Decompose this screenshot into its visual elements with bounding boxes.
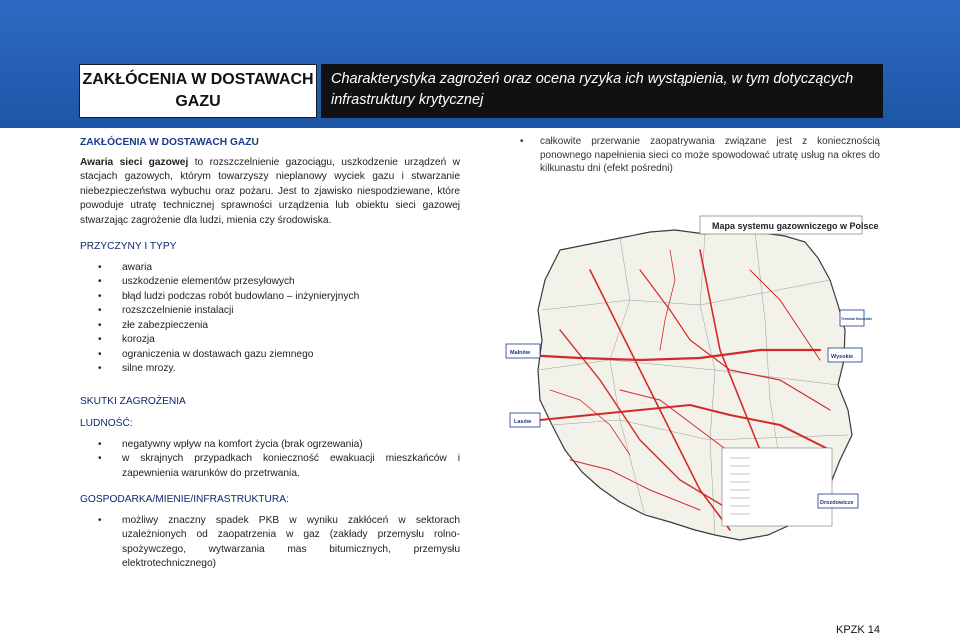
list-item: • w skrajnych przypadkach konieczność ewakuacji mieszkańców i zapewnienia warunków do przetrwania. bbox=[80, 452, 460, 481]
svg-text:Drozdowicze: Drozdowicze bbox=[820, 500, 854, 506]
page-subtitle: Charakterystyka zagrożeń oraz ocena ryzyka ich wystąpienia, w tym dotyczących infrastruktury krytycznej bbox=[321, 64, 883, 118]
definition-term: Awaria sieci gazowej bbox=[80, 156, 189, 168]
page-number: KPZK 14 bbox=[836, 624, 881, 636]
map-legend bbox=[722, 448, 832, 526]
definition-text: to rozszczelnienie gazociągu, uszkodzenie urządzeń w stacjach gazowych, którym towarzyszy nieplanowy wyciek gazu i stwarzanie niebezpieczeństwa wybuchu oraz pożaru. Jest to zjawisko niespodziewane, które powoduje utratę technicznej sprawności urządzenia lub obiektu sieci gazowej stwarzając zagrożenie dla ludzi, mienia czy środowiska. bbox=[80, 156, 460, 226]
economy-list bbox=[80, 514, 460, 572]
label-malnow bbox=[506, 344, 540, 358]
list-item: • uszkodzenie elementów przesyłowych bbox=[80, 275, 460, 290]
causes-heading: PRZYCZYNY I TYPY bbox=[80, 241, 177, 252]
list-item: • rozszczelnienie instalacji bbox=[80, 304, 460, 319]
svg-text:Malnów: Malnów bbox=[510, 350, 531, 356]
map-title: Mapa systemu gazowniczego w Polsce bbox=[712, 221, 879, 231]
list-item: • silne mrozy. bbox=[80, 362, 460, 377]
label-kondratki bbox=[840, 310, 872, 326]
list-item: • ograniczenia w dostawach gazu ziemnego bbox=[80, 348, 460, 363]
list-item: • negatywny wpływ na komfort życia (brak ogrzewania) bbox=[80, 438, 460, 453]
list-item: • awaria bbox=[80, 261, 460, 276]
gas-system-map bbox=[500, 210, 879, 555]
page-title: ZAKŁÓCENIA W DOSTAWACH GAZU bbox=[79, 64, 317, 118]
list-item: • błąd ludzi podczas robót budowlano – inżynieryjnych bbox=[80, 290, 460, 305]
right-column bbox=[520, 135, 880, 176]
causes-list bbox=[80, 261, 460, 377]
section-heading: ZAKŁÓCENIA W DOSTAWACH GAZU bbox=[80, 137, 259, 148]
svg-text:Terminal Kondratki: Terminal Kondratki bbox=[841, 317, 872, 321]
economy-heading: GOSPODARKA/MIENIE/INFRASTRUKTURA: bbox=[80, 494, 289, 505]
label-wysokie bbox=[828, 348, 862, 362]
people-heading: LUDNOŚĆ: bbox=[80, 418, 133, 429]
list-item: • korozja bbox=[80, 333, 460, 348]
list-item: • złe zabezpieczenia bbox=[80, 319, 460, 334]
effects-heading: SKUTKI ZAGROŻENIA bbox=[80, 395, 186, 407]
svg-text:Lasów: Lasów bbox=[514, 419, 532, 425]
svg-text:Wysokie: Wysokie bbox=[831, 354, 854, 360]
label-lasow bbox=[510, 413, 540, 427]
label-drozdowicze bbox=[818, 494, 858, 508]
left-column bbox=[80, 132, 460, 572]
right-bullet: • całkowite przerwanie zaopatrywania związane jest z koniecznością ponownego napełnienia sieci co może spowodować utratę usług na okres do kilkunastu dni (efekt pośredni) bbox=[520, 135, 880, 176]
definition-paragraph bbox=[80, 156, 460, 229]
people-list bbox=[80, 438, 460, 482]
list-item: • możliwy znaczny spadek PKB w wyniku zakłóceń w sektorach uzależnionych od zaopatrzenia w gaz (zakłady przemysłu rolno-spożywczego, wytwarzania mas bitumicznych, przemysłu elektrotechnicznego) bbox=[80, 514, 460, 572]
